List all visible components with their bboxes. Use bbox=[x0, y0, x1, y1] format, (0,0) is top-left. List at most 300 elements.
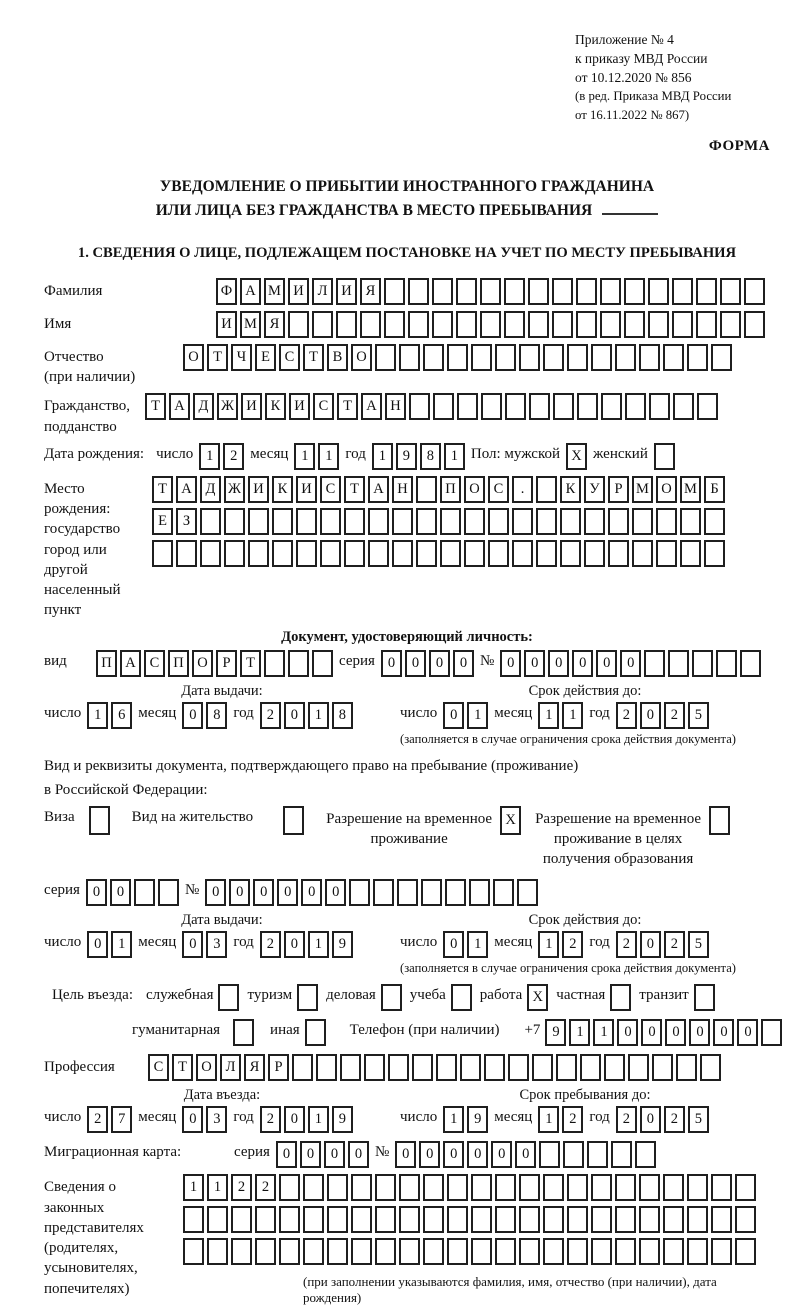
char-cell[interactable] bbox=[608, 540, 629, 567]
char-cell[interactable]: 1 bbox=[467, 931, 488, 958]
char-cell[interactable]: 3 bbox=[206, 1106, 227, 1133]
char-cell[interactable] bbox=[231, 1206, 252, 1233]
char-cell[interactable]: 1 bbox=[294, 443, 315, 470]
char-cell[interactable] bbox=[656, 540, 677, 567]
char-cell[interactable] bbox=[587, 1141, 608, 1168]
char-cell[interactable] bbox=[327, 1206, 348, 1233]
char-cell[interactable] bbox=[218, 984, 239, 1011]
char-cell[interactable] bbox=[720, 311, 741, 338]
char-cell[interactable] bbox=[316, 1054, 337, 1081]
char-cell[interactable] bbox=[152, 540, 173, 567]
edu-permit-checkbox[interactable] bbox=[709, 806, 730, 835]
char-cell[interactable] bbox=[279, 1174, 300, 1201]
char-cell[interactable] bbox=[584, 540, 605, 567]
char-cell[interactable] bbox=[399, 1174, 420, 1201]
char-cell[interactable]: 0 bbox=[548, 650, 569, 677]
char-cell[interactable] bbox=[460, 1054, 481, 1081]
char-cell[interactable]: 0 bbox=[500, 650, 521, 677]
char-cell[interactable] bbox=[577, 393, 598, 420]
char-cell[interactable]: X bbox=[527, 984, 548, 1011]
char-cell[interactable] bbox=[264, 650, 285, 677]
char-cell[interactable] bbox=[652, 1054, 673, 1081]
char-cell[interactable] bbox=[709, 806, 730, 835]
char-cell[interactable] bbox=[687, 1206, 708, 1233]
char-cell[interactable] bbox=[567, 1174, 588, 1201]
char-cell[interactable] bbox=[639, 1174, 660, 1201]
char-cell[interactable] bbox=[552, 278, 573, 305]
purpose-business-checkbox[interactable] bbox=[218, 984, 239, 1011]
char-cell[interactable] bbox=[673, 393, 694, 420]
char-cell[interactable]: 0 bbox=[737, 1019, 758, 1046]
char-cell[interactable] bbox=[408, 311, 429, 338]
char-cell[interactable] bbox=[471, 1238, 492, 1265]
char-cell[interactable]: М bbox=[680, 476, 701, 503]
char-cell[interactable]: 7 bbox=[111, 1106, 132, 1133]
char-cell[interactable] bbox=[604, 1054, 625, 1081]
char-cell[interactable] bbox=[349, 879, 370, 906]
char-cell[interactable] bbox=[447, 344, 468, 371]
char-cell[interactable]: 0 bbox=[665, 1019, 686, 1046]
char-cell[interactable] bbox=[680, 540, 701, 567]
char-cell[interactable]: 2 bbox=[562, 931, 583, 958]
char-cell[interactable]: 9 bbox=[545, 1019, 566, 1046]
char-cell[interactable]: 0 bbox=[405, 650, 426, 677]
purpose-humanitarian-checkbox[interactable] bbox=[233, 1019, 254, 1046]
char-cell[interactable] bbox=[744, 278, 765, 305]
char-cell[interactable] bbox=[615, 344, 636, 371]
char-cell[interactable] bbox=[375, 1174, 396, 1201]
char-cell[interactable] bbox=[624, 311, 645, 338]
char-cell[interactable] bbox=[397, 879, 418, 906]
char-cell[interactable]: 0 bbox=[620, 650, 641, 677]
char-cell[interactable] bbox=[676, 1054, 697, 1081]
char-cell[interactable]: В bbox=[327, 344, 348, 371]
char-cell[interactable]: 2 bbox=[664, 1106, 685, 1133]
char-cell[interactable] bbox=[134, 879, 155, 906]
char-cell[interactable] bbox=[312, 311, 333, 338]
char-cell[interactable]: 0 bbox=[443, 1141, 464, 1168]
char-cell[interactable] bbox=[436, 1054, 457, 1081]
char-cell[interactable]: 0 bbox=[284, 931, 305, 958]
char-cell[interactable] bbox=[543, 1174, 564, 1201]
char-cell[interactable] bbox=[421, 879, 442, 906]
char-cell[interactable] bbox=[639, 344, 660, 371]
char-cell[interactable]: 5 bbox=[688, 931, 709, 958]
char-cell[interactable]: 0 bbox=[515, 1141, 536, 1168]
char-cell[interactable]: О bbox=[464, 476, 485, 503]
char-cell[interactable] bbox=[610, 984, 631, 1011]
char-cell[interactable]: А bbox=[176, 476, 197, 503]
char-cell[interactable]: 1 bbox=[199, 443, 220, 470]
char-cell[interactable]: Р bbox=[216, 650, 237, 677]
char-cell[interactable]: 0 bbox=[640, 1106, 661, 1133]
char-cell[interactable]: 0 bbox=[641, 1019, 662, 1046]
char-cell[interactable] bbox=[680, 508, 701, 535]
char-cell[interactable]: 1 bbox=[538, 1106, 559, 1133]
char-cell[interactable] bbox=[711, 344, 732, 371]
char-cell[interactable] bbox=[327, 1238, 348, 1265]
char-cell[interactable]: 1 bbox=[443, 1106, 464, 1133]
char-cell[interactable] bbox=[327, 1174, 348, 1201]
char-cell[interactable]: У bbox=[584, 476, 605, 503]
char-cell[interactable]: С bbox=[144, 650, 165, 677]
char-cell[interactable]: Я bbox=[264, 311, 285, 338]
char-cell[interactable]: А bbox=[361, 393, 382, 420]
char-cell[interactable]: 0 bbox=[86, 879, 107, 906]
char-cell[interactable]: 0 bbox=[325, 879, 346, 906]
char-cell[interactable] bbox=[543, 1206, 564, 1233]
char-cell[interactable]: Т bbox=[337, 393, 358, 420]
char-cell[interactable] bbox=[447, 1238, 468, 1265]
char-cell[interactable]: Ж bbox=[217, 393, 238, 420]
char-cell[interactable] bbox=[624, 278, 645, 305]
char-cell[interactable] bbox=[432, 311, 453, 338]
char-cell[interactable] bbox=[529, 393, 550, 420]
char-cell[interactable]: 8 bbox=[420, 443, 441, 470]
char-cell[interactable] bbox=[158, 879, 179, 906]
char-cell[interactable] bbox=[412, 1054, 433, 1081]
char-cell[interactable] bbox=[504, 278, 525, 305]
char-cell[interactable] bbox=[668, 650, 689, 677]
char-cell[interactable] bbox=[519, 1174, 540, 1201]
char-cell[interactable] bbox=[644, 650, 665, 677]
char-cell[interactable] bbox=[600, 311, 621, 338]
char-cell[interactable] bbox=[532, 1054, 553, 1081]
char-cell[interactable]: И bbox=[296, 476, 317, 503]
char-cell[interactable] bbox=[445, 879, 466, 906]
char-cell[interactable] bbox=[632, 540, 653, 567]
char-cell[interactable]: З bbox=[176, 508, 197, 535]
char-cell[interactable]: И bbox=[241, 393, 262, 420]
char-cell[interactable] bbox=[615, 1206, 636, 1233]
char-cell[interactable] bbox=[399, 1206, 420, 1233]
char-cell[interactable] bbox=[279, 1238, 300, 1265]
char-cell[interactable]: 0 bbox=[229, 879, 250, 906]
char-cell[interactable]: 0 bbox=[300, 1141, 321, 1168]
char-cell[interactable] bbox=[457, 393, 478, 420]
char-cell[interactable]: Т bbox=[172, 1054, 193, 1081]
char-cell[interactable]: 9 bbox=[467, 1106, 488, 1133]
char-cell[interactable] bbox=[495, 1206, 516, 1233]
char-cell[interactable]: 0 bbox=[381, 650, 402, 677]
purpose-commercial-checkbox[interactable] bbox=[381, 984, 402, 1011]
char-cell[interactable] bbox=[416, 476, 437, 503]
char-cell[interactable] bbox=[528, 278, 549, 305]
char-cell[interactable] bbox=[591, 1174, 612, 1201]
char-cell[interactable] bbox=[320, 540, 341, 567]
char-cell[interactable]: 8 bbox=[332, 702, 353, 729]
char-cell[interactable] bbox=[423, 1238, 444, 1265]
char-cell[interactable] bbox=[305, 1019, 326, 1046]
char-cell[interactable] bbox=[272, 508, 293, 535]
char-cell[interactable] bbox=[536, 540, 557, 567]
char-cell[interactable]: 1 bbox=[538, 931, 559, 958]
char-cell[interactable]: Я bbox=[244, 1054, 265, 1081]
char-cell[interactable]: С bbox=[279, 344, 300, 371]
char-cell[interactable]: 1 bbox=[308, 931, 329, 958]
char-cell[interactable]: П bbox=[168, 650, 189, 677]
char-cell[interactable] bbox=[440, 540, 461, 567]
char-cell[interactable] bbox=[471, 1206, 492, 1233]
char-cell[interactable]: 5 bbox=[688, 702, 709, 729]
char-cell[interactable]: 0 bbox=[689, 1019, 710, 1046]
char-cell[interactable]: Н bbox=[392, 476, 413, 503]
char-cell[interactable] bbox=[336, 311, 357, 338]
char-cell[interactable]: 0 bbox=[443, 931, 464, 958]
char-cell[interactable] bbox=[591, 1238, 612, 1265]
char-cell[interactable] bbox=[635, 1141, 656, 1168]
char-cell[interactable] bbox=[456, 278, 477, 305]
char-cell[interactable] bbox=[200, 508, 221, 535]
char-cell[interactable]: И bbox=[248, 476, 269, 503]
char-cell[interactable] bbox=[519, 1238, 540, 1265]
char-cell[interactable]: 0 bbox=[284, 702, 305, 729]
char-cell[interactable] bbox=[761, 1019, 782, 1046]
char-cell[interactable] bbox=[508, 1054, 529, 1081]
char-cell[interactable]: 0 bbox=[419, 1141, 440, 1168]
char-cell[interactable] bbox=[384, 311, 405, 338]
char-cell[interactable] bbox=[296, 508, 317, 535]
char-cell[interactable] bbox=[512, 540, 533, 567]
char-cell[interactable] bbox=[608, 508, 629, 535]
char-cell[interactable]: 0 bbox=[572, 650, 593, 677]
char-cell[interactable] bbox=[296, 540, 317, 567]
char-cell[interactable] bbox=[740, 650, 761, 677]
char-cell[interactable]: К bbox=[560, 476, 581, 503]
char-cell[interactable]: А bbox=[240, 278, 261, 305]
char-cell[interactable] bbox=[207, 1238, 228, 1265]
char-cell[interactable] bbox=[248, 540, 269, 567]
char-cell[interactable] bbox=[663, 1174, 684, 1201]
char-cell[interactable] bbox=[292, 1054, 313, 1081]
char-cell[interactable] bbox=[408, 278, 429, 305]
char-cell[interactable] bbox=[716, 650, 737, 677]
char-cell[interactable] bbox=[183, 1238, 204, 1265]
char-cell[interactable]: 1 bbox=[207, 1174, 228, 1201]
char-cell[interactable]: 2 bbox=[260, 1106, 281, 1133]
char-cell[interactable]: 0 bbox=[277, 879, 298, 906]
char-cell[interactable]: Т bbox=[145, 393, 166, 420]
char-cell[interactable] bbox=[576, 311, 597, 338]
char-cell[interactable] bbox=[320, 508, 341, 535]
char-cell[interactable]: Т bbox=[344, 476, 365, 503]
char-cell[interactable] bbox=[224, 540, 245, 567]
char-cell[interactable] bbox=[351, 1174, 372, 1201]
char-cell[interactable] bbox=[560, 508, 581, 535]
char-cell[interactable] bbox=[447, 1206, 468, 1233]
char-cell[interactable] bbox=[567, 1206, 588, 1233]
char-cell[interactable]: 9 bbox=[332, 1106, 353, 1133]
char-cell[interactable]: Е bbox=[152, 508, 173, 535]
char-cell[interactable] bbox=[176, 540, 197, 567]
char-cell[interactable]: 2 bbox=[562, 1106, 583, 1133]
char-cell[interactable]: 0 bbox=[596, 650, 617, 677]
char-cell[interactable] bbox=[433, 393, 454, 420]
char-cell[interactable]: И bbox=[216, 311, 237, 338]
char-cell[interactable]: 1 bbox=[593, 1019, 614, 1046]
char-cell[interactable] bbox=[409, 393, 430, 420]
char-cell[interactable]: 1 bbox=[111, 931, 132, 958]
char-cell[interactable]: 9 bbox=[332, 931, 353, 958]
char-cell[interactable]: Р bbox=[268, 1054, 289, 1081]
char-cell[interactable] bbox=[528, 311, 549, 338]
char-cell[interactable] bbox=[663, 1238, 684, 1265]
char-cell[interactable]: 0 bbox=[491, 1141, 512, 1168]
char-cell[interactable] bbox=[432, 278, 453, 305]
char-cell[interactable] bbox=[392, 540, 413, 567]
char-cell[interactable] bbox=[563, 1141, 584, 1168]
char-cell[interactable] bbox=[464, 540, 485, 567]
char-cell[interactable] bbox=[700, 1054, 721, 1081]
char-cell[interactable]: С bbox=[148, 1054, 169, 1081]
char-cell[interactable] bbox=[423, 1206, 444, 1233]
char-cell[interactable] bbox=[480, 278, 501, 305]
char-cell[interactable] bbox=[464, 508, 485, 535]
char-cell[interactable] bbox=[423, 344, 444, 371]
char-cell[interactable] bbox=[591, 1206, 612, 1233]
char-cell[interactable] bbox=[303, 1174, 324, 1201]
char-cell[interactable]: 0 bbox=[87, 931, 108, 958]
char-cell[interactable]: 0 bbox=[348, 1141, 369, 1168]
char-cell[interactable] bbox=[495, 344, 516, 371]
char-cell[interactable] bbox=[615, 1238, 636, 1265]
char-cell[interactable]: Т bbox=[240, 650, 261, 677]
char-cell[interactable] bbox=[381, 984, 402, 1011]
char-cell[interactable] bbox=[615, 1174, 636, 1201]
char-cell[interactable] bbox=[388, 1054, 409, 1081]
char-cell[interactable] bbox=[484, 1054, 505, 1081]
char-cell[interactable] bbox=[493, 879, 514, 906]
char-cell[interactable]: 0 bbox=[640, 702, 661, 729]
char-cell[interactable]: С bbox=[320, 476, 341, 503]
char-cell[interactable]: М bbox=[264, 278, 285, 305]
char-cell[interactable]: 2 bbox=[223, 443, 244, 470]
char-cell[interactable] bbox=[480, 311, 501, 338]
char-cell[interactable] bbox=[553, 393, 574, 420]
char-cell[interactable] bbox=[471, 344, 492, 371]
char-cell[interactable] bbox=[697, 393, 718, 420]
char-cell[interactable]: 8 bbox=[206, 702, 227, 729]
temp-permit-checkbox[interactable] bbox=[500, 806, 521, 835]
char-cell[interactable]: 0 bbox=[110, 879, 131, 906]
char-cell[interactable]: 2 bbox=[255, 1174, 276, 1201]
char-cell[interactable] bbox=[648, 311, 669, 338]
char-cell[interactable] bbox=[495, 1174, 516, 1201]
char-cell[interactable] bbox=[672, 278, 693, 305]
char-cell[interactable] bbox=[672, 311, 693, 338]
char-cell[interactable] bbox=[471, 1174, 492, 1201]
char-cell[interactable] bbox=[711, 1174, 732, 1201]
char-cell[interactable]: Ж bbox=[224, 476, 245, 503]
char-cell[interactable]: 0 bbox=[467, 1141, 488, 1168]
char-cell[interactable]: И bbox=[288, 278, 309, 305]
char-cell[interactable]: 0 bbox=[713, 1019, 734, 1046]
char-cell[interactable] bbox=[451, 984, 472, 1011]
char-cell[interactable] bbox=[512, 508, 533, 535]
char-cell[interactable] bbox=[303, 1206, 324, 1233]
char-cell[interactable] bbox=[312, 650, 333, 677]
char-cell[interactable] bbox=[248, 508, 269, 535]
char-cell[interactable]: . bbox=[512, 476, 533, 503]
char-cell[interactable] bbox=[456, 311, 477, 338]
char-cell[interactable] bbox=[649, 393, 670, 420]
char-cell[interactable] bbox=[519, 344, 540, 371]
char-cell[interactable]: 1 bbox=[87, 702, 108, 729]
char-cell[interactable] bbox=[600, 278, 621, 305]
char-cell[interactable] bbox=[440, 508, 461, 535]
char-cell[interactable] bbox=[207, 1206, 228, 1233]
char-cell[interactable] bbox=[556, 1054, 577, 1081]
char-cell[interactable] bbox=[416, 508, 437, 535]
char-cell[interactable] bbox=[423, 1174, 444, 1201]
char-cell[interactable]: Р bbox=[608, 476, 629, 503]
char-cell[interactable] bbox=[720, 278, 741, 305]
male-checkbox[interactable] bbox=[566, 443, 587, 470]
char-cell[interactable]: 1 bbox=[308, 702, 329, 729]
char-cell[interactable] bbox=[576, 278, 597, 305]
char-cell[interactable] bbox=[639, 1238, 660, 1265]
char-cell[interactable]: 1 bbox=[308, 1106, 329, 1133]
char-cell[interactable]: Т bbox=[303, 344, 324, 371]
char-cell[interactable]: 6 bbox=[111, 702, 132, 729]
char-cell[interactable]: Т bbox=[152, 476, 173, 503]
char-cell[interactable]: 2 bbox=[260, 931, 281, 958]
char-cell[interactable] bbox=[591, 344, 612, 371]
char-cell[interactable]: 1 bbox=[318, 443, 339, 470]
char-cell[interactable] bbox=[632, 508, 653, 535]
char-cell[interactable] bbox=[89, 806, 110, 835]
char-cell[interactable] bbox=[344, 508, 365, 535]
char-cell[interactable]: 0 bbox=[301, 879, 322, 906]
char-cell[interactable] bbox=[375, 1238, 396, 1265]
char-cell[interactable] bbox=[288, 650, 309, 677]
char-cell[interactable] bbox=[687, 344, 708, 371]
char-cell[interactable]: Ч bbox=[231, 344, 252, 371]
char-cell[interactable]: О bbox=[196, 1054, 217, 1081]
char-cell[interactable]: 1 bbox=[569, 1019, 590, 1046]
char-cell[interactable]: 2 bbox=[87, 1106, 108, 1133]
char-cell[interactable] bbox=[654, 443, 675, 470]
char-cell[interactable]: А bbox=[120, 650, 141, 677]
char-cell[interactable] bbox=[696, 311, 717, 338]
char-cell[interactable] bbox=[360, 311, 381, 338]
char-cell[interactable]: Л bbox=[312, 278, 333, 305]
visa-checkbox[interactable] bbox=[89, 806, 110, 835]
char-cell[interactable] bbox=[233, 1019, 254, 1046]
residence-permit-checkbox[interactable] bbox=[283, 806, 304, 835]
char-cell[interactable]: Д bbox=[200, 476, 221, 503]
char-cell[interactable] bbox=[744, 311, 765, 338]
char-cell[interactable] bbox=[224, 508, 245, 535]
char-cell[interactable] bbox=[283, 806, 304, 835]
char-cell[interactable]: Я bbox=[360, 278, 381, 305]
char-cell[interactable] bbox=[663, 344, 684, 371]
char-cell[interactable]: 1 bbox=[183, 1174, 204, 1201]
char-cell[interactable] bbox=[340, 1054, 361, 1081]
char-cell[interactable]: 1 bbox=[467, 702, 488, 729]
char-cell[interactable]: Е bbox=[255, 344, 276, 371]
char-cell[interactable]: Н bbox=[385, 393, 406, 420]
char-cell[interactable] bbox=[552, 311, 573, 338]
char-cell[interactable]: 0 bbox=[205, 879, 226, 906]
char-cell[interactable] bbox=[399, 344, 420, 371]
char-cell[interactable]: 5 bbox=[688, 1106, 709, 1133]
char-cell[interactable] bbox=[303, 1238, 324, 1265]
char-cell[interactable]: О bbox=[656, 476, 677, 503]
char-cell[interactable]: К bbox=[272, 476, 293, 503]
char-cell[interactable] bbox=[735, 1174, 756, 1201]
char-cell[interactable] bbox=[488, 540, 509, 567]
